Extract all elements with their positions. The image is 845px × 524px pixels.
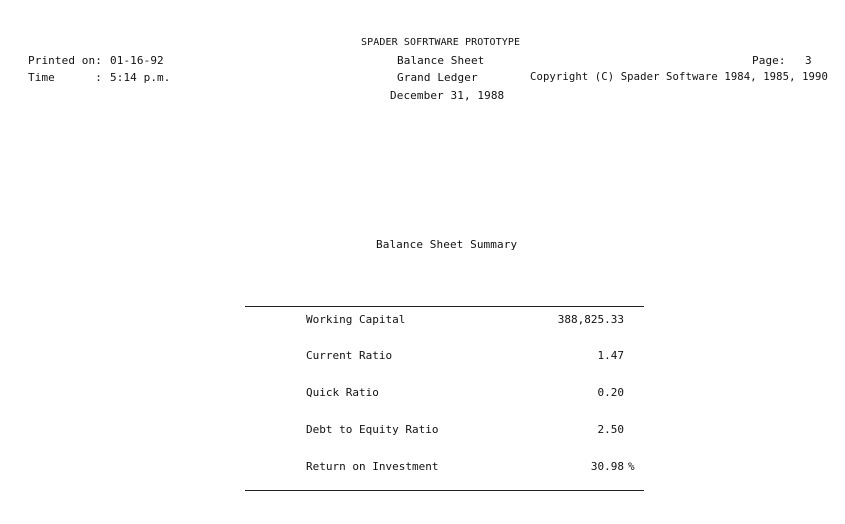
row-value-working-capital: 388,825.33: [557, 313, 624, 326]
ledger-name: Grand Ledger: [397, 71, 478, 84]
row-value-current-ratio: 1.47: [597, 349, 624, 362]
time-value: 5:14 p.m.: [110, 71, 171, 84]
copyright-notice: Copyright (C) Spader Software 1984, 1985, 1990: [530, 71, 828, 83]
row-label-debt-to-equity: Debt to Equity Ratio: [306, 423, 439, 436]
row-label-return-on-investment: Return on Investment: [306, 460, 439, 473]
page-label: Page:: [752, 54, 786, 67]
row-value-debt-to-equity: 2.50: [597, 423, 624, 436]
row-value-return-on-investment: 30.98: [590, 460, 624, 473]
printed-on-value: 01-16-92: [110, 54, 164, 67]
row-label-current-ratio: Current Ratio: [306, 349, 393, 362]
time-label: Time :: [28, 71, 102, 84]
row-value-quick-ratio: 0.20: [597, 386, 624, 399]
report-title: Balance Sheet: [397, 54, 485, 67]
row-label-quick-ratio: Quick Ratio: [306, 386, 379, 399]
summary-title: Balance Sheet Summary: [376, 238, 518, 251]
table-top-rule: [245, 306, 644, 307]
row-label-working-capital: Working Capital: [306, 313, 406, 326]
table-bottom-rule: [245, 490, 644, 491]
printed-on-label: Printed on:: [28, 54, 102, 67]
page-number: 3: [805, 54, 812, 67]
report-date: December 31, 1988: [390, 89, 505, 102]
program-title: SPADER SOFRTWARE PROTOTYPE: [361, 37, 521, 48]
percent-sign: %: [628, 460, 635, 473]
